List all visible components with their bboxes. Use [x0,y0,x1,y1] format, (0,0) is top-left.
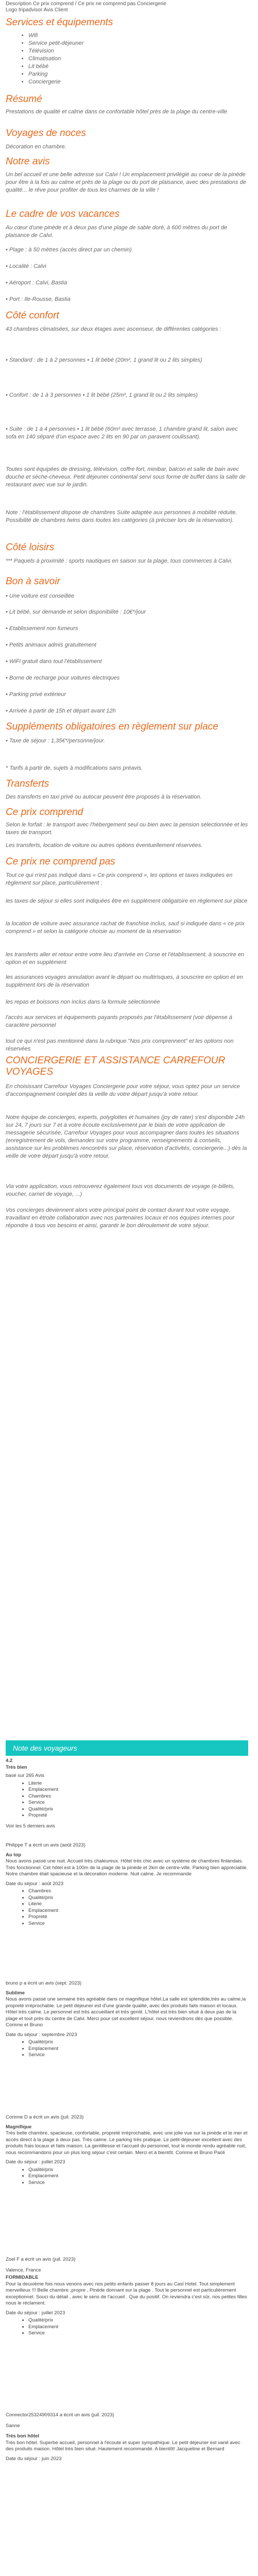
cadre-item: • Plage : à 50 mètres (accès direct par un chemin) [6,247,132,253]
review-card [6,2412,248,2462]
cadre-item: • Localité : Calvi [6,263,46,269]
cadre-intro: Au cœur d'une pinède et à deux pas d'une plage de sable doré, à 600 mètres du port de plaisance de Calvi. [6,225,228,239]
notes-score-label: Très bien [6,1764,27,1770]
service-item: • Service petit-déjeuner [28,40,84,47]
bon-savoir-item: • Parking privé extérieur [6,691,66,698]
criterion: • Qualité/prix [28,2039,248,2046]
resume-title: Résumé [6,94,42,105]
transferts-title: Transferts [6,778,50,789]
criterion: • Service [28,1800,248,1806]
cadre-item: • Aéroport : Calvi, Bastia [6,280,67,286]
ce-prix-ne-comprend-text: les taxes de séjour si elles sont indiquées être en supplément obligatoire en règlement sur place [6,898,248,904]
conciergerie-text: Via votre application, vous retrouverez également tous vos documents de voyage (e-billets, voucher, carnet de voyage, ...) [6,1183,235,1197]
criterion: • Emplacement [28,2046,248,2053]
ce-prix-ne-comprend-text: Tout ce qui n'est pas indiqué dans « Ce prix comprend », les options et taxes indiquées en règlement sur place, particulièrement : [6,872,233,886]
bon-savoir-title: Bon à savoir [6,576,60,587]
review-body: Pour la deuxième fois nous venons avec nos petits enfants passer 8 jours au Casl Hotel. Tout simplement merveilleux !!! Belle chambre ,propre , Pinède donnant sur la plage . Tout le personnel est particulièrement exceptionnel. Souci du détail , avec le sens de l'accueil . Que du positif. On reviendra c'est sûr, nos petites filles nous le réclament. [6,2281,247,2306]
ce-prix-ne-comprend-text: les assurances voyages annulation avant le départ ou multirisques, à souscrire en option et en supplément lors de la réservation [6,974,243,988]
conciergerie-title: CONCIERGERIE ET ASSISTANCE CARREFOUR VOYAGES [6,1055,225,1077]
supplements-title: Suppléments obligatoires en règlement sur place [6,721,218,732]
criterion: • Emplacement [28,1787,248,1793]
bon-savoir-item: • Lit bébé, sur demande et selon disponibilité : 10€*/jour [6,609,146,615]
notes-header [6,1740,248,1756]
criterion: • Chambres [28,1888,248,1895]
bon-savoir-item: • Arrivée à partir de 15h et départ avant 12h [6,708,116,714]
criterion: • Literie [28,1901,248,1908]
criterion: • Propreté [28,1914,248,1921]
description-header [6,1,181,13]
cote-loisirs-text: *** Paquets à proximité : sports nautiques en saison sur la plage, tous commerces à Calvi. [6,558,233,564]
service-item: • Climatisation [28,55,84,63]
cote-confort-item: • Standard : de 1 à 2 personnes • 1 lit bébé (20m², 1 grand lit ou 2 lits simples) [6,357,202,363]
conciergerie-text: Vos concierges deviennent alors votre principal point de contact durant tout votre voyage, travaillant en étroite collaboration avec nos partenaires locaux et nos équipes internes pour répondre à tous vos besoins et ainsi, garantir le bon déroulement de votre séjour. [6,1207,235,1229]
cote-loisirs-title: Côté loisirs [6,542,54,553]
ce-prix-ne-comprend-title: Ce prix ne comprend pas [6,856,116,867]
notes-title: Note des voyageurs [13,1744,77,1752]
review-date: Date du séjour : juillet 2023 [6,2310,66,2316]
review-body: Très bon hôtel. Superbe accueil, personnel à l'écoute et super sympathique. Le petit déjeuner est varié avec des produits maison. Hôtel très bien situé. Hautement recommandé. A bientôt! Jacqueline et Bernard [6,2439,240,2452]
review-date: Date du séjour : août 2023 [6,1880,63,1887]
review-date: Date du séjour : juillet 2023 [6,2159,66,2165]
bon-savoir-item: • WiFi gratuit dans tout l'établissement [6,658,102,665]
conciergerie-text: En choisissant Carrefour Voyages Conciergerie pour votre séjour, vous optez pour un service d'accompagnement complet dès la veille du votre départ jusqu'à votre retour. [6,1083,240,1097]
service-item: • Télévision [28,47,84,55]
review-criteria [6,1888,248,1927]
review-title: Magnifique [6,2124,32,2130]
notes-summary [6,1758,248,1829]
ce-prix-comprend-text: Les transferts, location de voiture ou autres options éventuellement réservées. [6,842,203,849]
criterion: • Service [28,1921,248,1927]
notre-avis-title: Notre avis [6,156,50,167]
criterion: • Service [28,2052,248,2059]
review-card [6,2257,248,2338]
cadre-title: Le cadre de vos vacances [6,209,120,219]
review-criteria [6,2039,248,2059]
transferts-text: Des transferts en taxi privé ou autocar peuvent être proposés à la réservation. [6,794,202,800]
notes-based-on: basé sur 265 Avis [6,1773,44,1778]
criterion: • Service [28,2180,248,2187]
review-card [6,1980,248,2060]
service-item: • Wifi [28,32,84,40]
review-body: Très belle chambre, spacieuse, confortable, propreté irréprochable, avec une jolie vue sur la pinède et le mer et accès direct à la plage à deux pas. Très calme. Le parking très pratique. Le petit-déjeuner excellent avec des produits frais locaux et faits maison. La gentillesse et l'accueil du personnel, tout le monde rendu agréable nuit, nous recommandons pour un plus long séjour c'est certain. Merci et à bientôt. Corinne et Bruno Paoli [6,2130,248,2156]
criterion: • Chambres [28,1793,248,1800]
criterion: • Literie [28,1781,248,1787]
service-item: • Conciergerie [28,78,84,86]
cote-confort-item: • Confort : de 1 à 3 personnes • 1 lit bébé (25m², 1 grand lit ou 2 lits simples) [6,392,198,398]
bon-savoir-item: • Une voiture est conseillée [6,593,74,599]
review-author: Corinne D a écrit un avis (juil. 2023) [6,2114,84,2120]
review-body: Nous avons passé une nuit. Accueil très chaleureux. Hôtel très chic avec un système de chambres finlandais. Très fonctionnel. Cet hôtel est à 100m de la plage de la pinède et 2km de centre-ville. Parking bien appréciable. Notre chambre était spacieuse et la décoration moderne. Nuit calme. Je recommande [6,1858,248,1877]
description-links[interactable]: Description Ce prix comprend / Ce prix ne comprend pas Conciergerie [6,1,167,7]
criterion: • Propreté [28,1812,248,1819]
review-body: Nous avons passé une semaine très agréable dans ce magnifique hôtel.La salle est splendide,très au calme,la propreté irréprochable. Le petit déjeuner est d'une grande qualité, avec des produits faits maison et locaux. Hôtel très calme. Le personnel est très accueillant et très gentil. L'hôtel est très bien situé à deux pas de la plage et tout près du centre de Calvi. Merci pour cet excellent séjour, nous reviendrons dès que possible. Corinne et Bruno [6,1996,246,2028]
service-item: • Lit bébé [28,63,84,71]
cote-confort-note: Note : l'établissement dispose de chambres Suite adaptée aux personnes à mobilité réduite. Possibilité de chambres twins dans toutes les catégories (à préciser lors de la réservation). [6,510,237,523]
review-criteria [6,2167,248,2187]
cote-confort-text: Toutes sont équipées de dressing, télévision, coffre fort, minibar, balcon et salle de bain avec douche et sèche-cheveux. Petit déjeuner continental servi sous forme de buffet dans la salle de restaurant avec vue sur le jardin. [6,466,246,488]
review-author: Connector25324909314 a écrit un avis (juil. 2023) [6,2412,115,2418]
review-location: Sanne [6,2422,20,2429]
services-list [6,32,84,86]
ce-prix-comprend-text: Selon le forfait : le transport avec l'hébergement seul ou bien avec la pension sélectionnée et les taxes de transport. [6,822,248,836]
review-author: bruno p a écrit un avis (sept. 2023) [6,1980,82,1986]
notre-avis-text: Un bel accueil et une belle adresse sur Calvi ! Un emplacement privilégié au coeur de la pinède pour être à la fois au calme et près de la plage ou du port de plaisance, avec des prestations de qualité... le rêve pour profiter de tous les charmes de la ville ! [6,172,246,193]
ce-prix-ne-comprend-text: la location de voiture avec assurance rachat de franchise inclus, sauf si indiquée dans « ce prix comprend » et selon la catégorie choisie au moment de la réservation [6,921,245,935]
review-author: Philippe T a écrit un avis (août 2023) [6,1842,86,1848]
tripadvisor-link[interactable]: Logo tripadvisor Avis Client [6,7,68,13]
ce-prix-ne-comprend-text: les repas et boissons non inclus dans la formule sélectionnée [6,999,160,1005]
cote-confort-item: • Suite : de 1 à 4 personnes • 1 lit bébé (60m² avec terrasse, 1 chambre grand lit, salon avec sofa en 140 séparé d'un espace avec 2 lits en 90 par un paravent coulissant). [6,426,238,440]
review-author: Zoel F a écrit un avis (juil. 2023) [6,2257,76,2262]
review-date: Date du séjour : septembre 2023 [6,2031,77,2038]
bon-savoir-item: • Petits animaux admis gratuitement [6,642,96,648]
ce-prix-ne-comprend-text: les transferts aller et retour entre votre lieu d'arrivée en Corse et l'établissement, à souscrire en option et en supplément [6,952,245,965]
review-title: FORMIDABLE [6,2275,39,2280]
review-criteria [6,2317,248,2337]
review-card [6,1842,248,1928]
review-card [6,2114,248,2187]
conciergerie-text: Notre équipe de concierges, experts, polyglottes et humaines (joy de rater) s'est disponible 24h sur 24, 7 jours sur 7 et à votre écoute exclusivement par le biais de votre application de messagerie sécurisée, Carrefour Voyages pour vous accompagner dans toutes les situations (enregistrement de vols, demandes sur votre programme, renseignements & conseils, assistance sur les problèmes rencontrés sur place, réservation d'activités, conciergerie...) dès la veille de votre départ jusqu'à votre retour. [6,1114,247,1159]
cote-confort-intro: 43 chambres climatisées, sur deux étages avec ascenseur, de différentes catégories : [6,326,221,332]
voyages-text: Décoration en chambre. [6,144,67,150]
notes-score: 4.2 [6,1758,13,1764]
service-item: • Parking [28,71,84,78]
cadre-item: • Port : Ile-Rousse, Bastia [6,296,71,302]
criterion: • Emplacement [28,1908,248,1914]
review-date: Date du séjour : juin 2023 [6,2455,62,2462]
voyages-title: Voyages de noces [6,128,86,139]
criterion: • Qualité/prix [28,2167,248,2174]
services-title: Services et équipements [6,17,114,28]
criterion: • Emplacement [28,2173,248,2180]
review-title: Très bon hôtel [6,2433,39,2439]
bon-savoir-item: • Etablissement non fumeurs [6,625,78,632]
supplements-item: • Taxe de séjour : 1,35€*/personne/jour. [6,738,105,744]
notes-criteria [6,1781,248,1819]
criterion: • Qualité/prix [28,2317,248,2324]
review-title: Au top [6,1852,22,1858]
ce-prix-comprend-title: Ce prix comprend [6,807,83,818]
bon-savoir-item: • Borne de recharge pour voitures électriques [6,675,120,681]
criterion: • Emplacement [28,2324,248,2331]
ce-prix-ne-comprend-text: l'accès aux services et équipements payants proposés par l'établissement (voir dépense à caractère personnel [6,1014,232,1028]
review-title: Sublime [6,1990,25,1996]
review-location: Valence, France [6,2267,41,2273]
see-all-reviews-link[interactable]: Voir les 5 derniers avis [6,1823,55,1829]
criterion: • Qualité/prix [28,1895,248,1902]
supplements-note: * Tarifs à partir de, sujets à modifications sans préavis. [6,765,143,771]
criterion: • Qualité/prix [28,1806,248,1813]
resume-text: Prestations de qualité et calme dans ce confortable hôtel près de la plage du centre-ville [6,109,228,115]
criterion: • Service [28,2330,248,2337]
ce-prix-ne-comprend-text: tout ce qui n'est pas mentionné dans la rubrique "Nos prix comprennent" et les options non réservées [6,1038,234,1052]
cote-confort-title: Côté confort [6,310,59,321]
